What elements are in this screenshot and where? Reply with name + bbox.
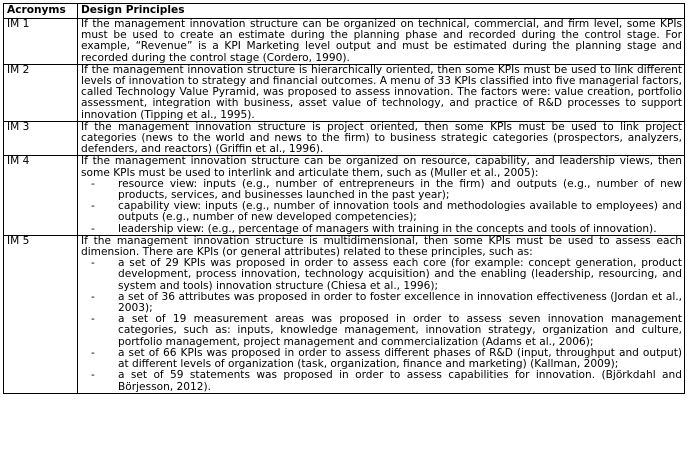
bullet-text: a set of 59 statements was proposed in order to assess capabilities for innovation. (Björkdahl and Börjesson, 2012). bbox=[118, 369, 682, 393]
table-row bbox=[4, 121, 685, 156]
principle-bullet-list bbox=[81, 258, 682, 392]
table-row bbox=[4, 235, 685, 393]
list-item bbox=[91, 348, 682, 370]
bullet-text: resource view: inputs (e.g., number of entrepreneurs in the firm) and outputs (e.g., number of new products, services, and businesses launched in the past year); bbox=[118, 177, 682, 202]
row-principle-cell bbox=[78, 235, 685, 393]
bullet-text: a set of 36 attributes was proposed in order to foster excellence in innovation effectiveness (Jordan et al., 2003); bbox=[118, 290, 682, 315]
table-row bbox=[4, 64, 685, 121]
row-acronym: IM 4 bbox=[4, 156, 78, 235]
row-principle-text: If the management innovation structure is project oriented, then some KPIs must be used to link project categories (news to the world and news to the firm) to business strategic categories (prospectors, analyzers, defenders, and reactors) (Griffin et al., 1996). bbox=[78, 121, 685, 156]
bullet-text: leadership view: (e.g., percentage of managers with training in the concepts and tools of innovation). bbox=[118, 222, 657, 235]
bullet-text: a set of 19 measurement areas was proposed in order to assess seven innovation management categories, such as: inputs, knowledge management, innovation strategy, organization and culture, portfolio management, project management and commercialization (Adams et al., 2006); bbox=[118, 313, 682, 348]
bullet-text: capability view: inputs (e.g., number of innovation tools and methodologies available to employees) and outputs (e.g., number of new developed competencies); bbox=[118, 200, 682, 224]
design-principles-table bbox=[3, 3, 685, 394]
list-item bbox=[91, 314, 682, 348]
list-item bbox=[91, 179, 682, 201]
table-row bbox=[4, 19, 685, 65]
bullet-dash: - bbox=[91, 222, 95, 235]
bullet-dash: - bbox=[91, 257, 95, 270]
bullet-dash: - bbox=[91, 313, 95, 326]
list-item bbox=[91, 258, 682, 292]
bullet-dash: - bbox=[91, 200, 95, 213]
bullet-dash: - bbox=[91, 177, 95, 190]
row-principle-cell bbox=[78, 156, 685, 235]
table-row bbox=[4, 156, 685, 235]
bullet-dash: - bbox=[91, 290, 95, 303]
row-acronym: IM 2 bbox=[4, 64, 78, 121]
principle-bullet-list bbox=[81, 179, 682, 235]
bullet-dash: - bbox=[91, 346, 95, 359]
list-item bbox=[91, 201, 682, 223]
list-item bbox=[91, 224, 682, 235]
table-header-row bbox=[4, 4, 685, 19]
list-item bbox=[91, 370, 682, 392]
row-principle-text: If the management innovation structure can be organized on technical, commercial, and firm level, some KPIs must be used to create an estimate during the planning phase and recorded during the control stage. For example, “Revenue” is a KPI Marketing level output and must be estimated during the planning stage and recorded during the control stage (Cordero, 1990). bbox=[78, 19, 685, 65]
row-acronym: IM 5 bbox=[4, 235, 78, 393]
header-acronyms: Acronyms bbox=[4, 4, 78, 19]
row-principle-text: If the management innovation structure is hierarchically oriented, then some KPIs must be used to link different levels of innovation to strategy and financial outcomes. A menu of 33 KPIs classified into five managerial factors, called Technology Value Pyramid, was proposed to assess innovation. The factors were: value creation, portfolio assessment, integration with business, asset value of technology, and practice of R&D processes to support innovation (Tipping et al., 1995). bbox=[78, 64, 685, 121]
row-acronym: IM 3 bbox=[4, 121, 78, 156]
bullet-text: a set of 66 KPIs was proposed in order to assess different phases of R&D (input, throughput and output) at different levels of organization (task, organization, finance and marketing) (Kallman, 2009); bbox=[118, 346, 682, 371]
bullet-dash: - bbox=[91, 369, 95, 382]
bullet-text: a set of 29 KPIs was proposed in order to assess each core (for example: concept generation, product development, process innovation, technology acquisition) and the enabling (leadership, resourcing, and system and tools) innovation structure (Chiesa et al., 1996); bbox=[118, 257, 682, 292]
header-design-principles: Design Principles bbox=[78, 4, 685, 19]
row-principle-intro: If the management innovation structure is multidimensional, then some KPIs must be used to assess each dimension. There are KPIs (or general attributes) related to these principles, such as: bbox=[81, 234, 682, 259]
row-principle-intro: If the management innovation structure can be organized on resource, capability, and leadership views, then some KPIs must be used to interlink and articulate them, such as (Muller et al., 2005): bbox=[81, 155, 682, 179]
list-item bbox=[91, 292, 682, 314]
row-acronym: IM 1 bbox=[4, 19, 78, 65]
